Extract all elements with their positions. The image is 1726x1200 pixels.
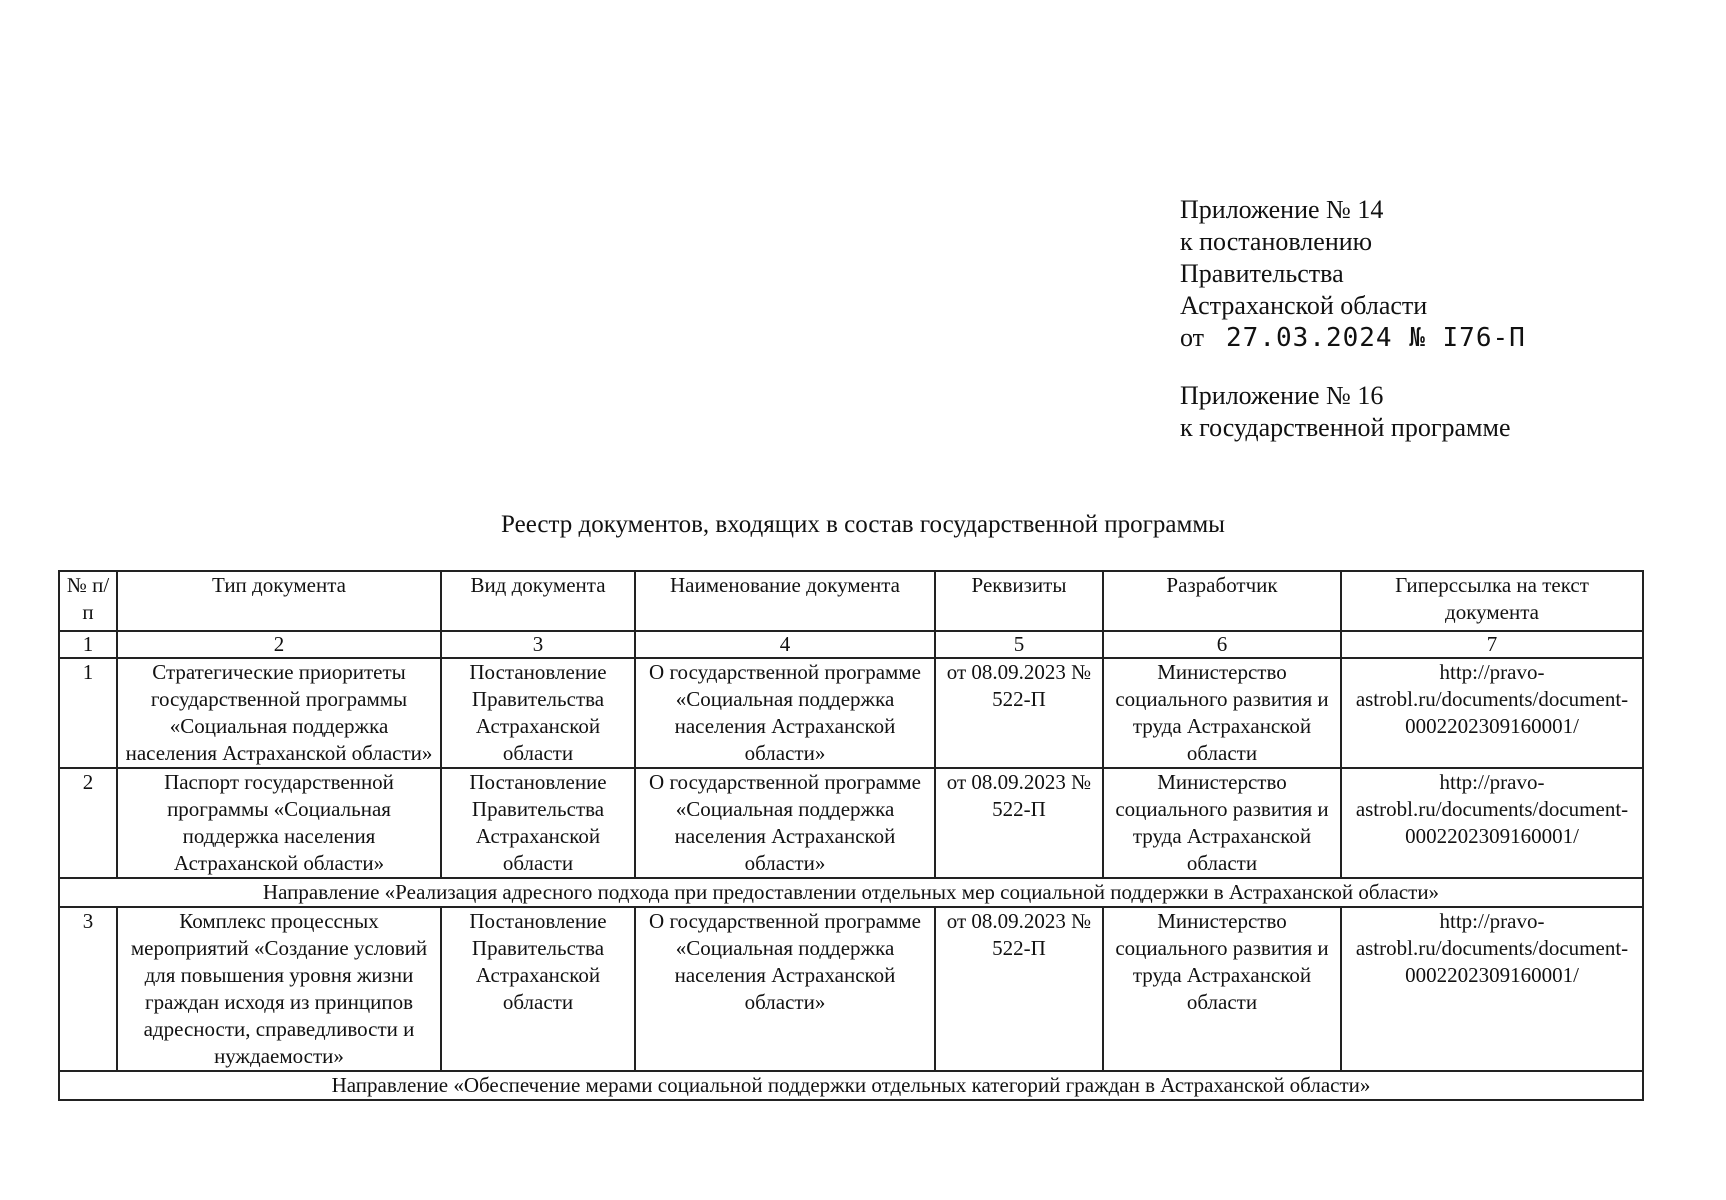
table-row xyxy=(59,658,1643,768)
document-link[interactable]: http://pravo-astrobl.ru/documents/document-0002202309160001/ xyxy=(1341,768,1643,878)
document-developer: Министерство социального развития и труда Астраханской области xyxy=(1103,658,1341,768)
program-appendix-line: Приложение № 16 xyxy=(1180,381,1384,410)
document-link[interactable]: http://pravo-astrobl.ru/documents/document-0002202309160001/ xyxy=(1341,658,1643,768)
documents-registry-table xyxy=(58,570,1644,1101)
column-number: 5 xyxy=(935,631,1103,658)
direction-heading: Направление «Реализация адресного подхода при предоставлении отдельных мер социальной поддержки в Астраханской области» xyxy=(59,878,1643,907)
column-header-requisites: Реквизиты xyxy=(935,571,1103,631)
document-requisites: от 08.09.2023 № 522-П xyxy=(935,658,1103,768)
column-number: 7 xyxy=(1341,631,1643,658)
document-type: Паспорт государственной программы «Социальная поддержка населения Астраханской области» xyxy=(117,768,441,878)
row-number: 2 xyxy=(59,768,117,878)
document-kind: Постановление Правительства Астраханской области xyxy=(441,658,635,768)
row-number: 3 xyxy=(59,907,117,1071)
program-appendix-line: к государственной программе xyxy=(1180,413,1511,442)
document-name: О государственной программе «Социальная поддержка населения Астраханской области» xyxy=(635,907,935,1071)
column-number: 6 xyxy=(1103,631,1341,658)
appendix-date-line xyxy=(1180,322,1526,354)
appendix-header xyxy=(1180,194,1526,444)
document-title: Реестр документов, входящих в состав государственной программы xyxy=(501,511,1225,538)
document-type: Стратегические приоритеты государственной программы «Социальная поддержка населения Астраханской области» xyxy=(117,658,441,768)
table-row xyxy=(59,768,1643,878)
column-header-name: Наименование документа xyxy=(635,571,935,631)
date-stamp: 27.03.2024 № I76-П xyxy=(1226,323,1526,353)
appendix-line: Астраханской области xyxy=(1180,291,1428,320)
table-header-row xyxy=(59,571,1643,631)
column-header-number: № п/п xyxy=(59,571,117,631)
direction-row xyxy=(59,1071,1643,1100)
direction-row xyxy=(59,878,1643,907)
column-number: 2 xyxy=(117,631,441,658)
row-number: 1 xyxy=(59,658,117,768)
document-name: О государственной программе «Социальная поддержка населения Астраханской области» xyxy=(635,768,935,878)
document-requisites: от 08.09.2023 № 522-П xyxy=(935,768,1103,878)
document-developer: Министерство социального развития и труда Астраханской области xyxy=(1103,907,1341,1071)
column-number-row xyxy=(59,631,1643,658)
column-header-type: Тип документа xyxy=(117,571,441,631)
column-header-developer: Разработчик xyxy=(1103,571,1341,631)
appendix-line: Приложение № 14 xyxy=(1180,195,1384,224)
document-developer: Министерство социального развития и труда Астраханской области xyxy=(1103,768,1341,878)
appendix-line: Правительства xyxy=(1180,259,1344,288)
document-type: Комплекс процессных мероприятий «Создание условий для повышения уровня жизни граждан исходя из принципов адресности, справедливости и нуждаемости» xyxy=(117,907,441,1071)
appendix-line: к постановлению xyxy=(1180,227,1373,256)
date-prefix: от xyxy=(1180,323,1205,352)
column-number: 3 xyxy=(441,631,635,658)
direction-heading: Направление «Обеспечение мерами социальной поддержки отдельных категорий граждан в Астраханской области» xyxy=(59,1071,1643,1100)
document-name: О государственной программе «Социальная поддержка населения Астраханской области» xyxy=(635,658,935,768)
table-row xyxy=(59,907,1643,1071)
document-link[interactable]: http://pravo-astrobl.ru/documents/document-0002202309160001/ xyxy=(1341,907,1643,1071)
document-kind: Постановление Правительства Астраханской области xyxy=(441,907,635,1071)
spacer xyxy=(1180,354,1526,380)
column-number: 1 xyxy=(59,631,117,658)
column-header-link: Гиперссылка на текст документа xyxy=(1341,571,1643,631)
document-requisites: от 08.09.2023 № 522-П xyxy=(935,907,1103,1071)
document-kind: Постановление Правительства Астраханской области xyxy=(441,768,635,878)
column-header-kind: Вид документа xyxy=(441,571,635,631)
column-number: 4 xyxy=(635,631,935,658)
